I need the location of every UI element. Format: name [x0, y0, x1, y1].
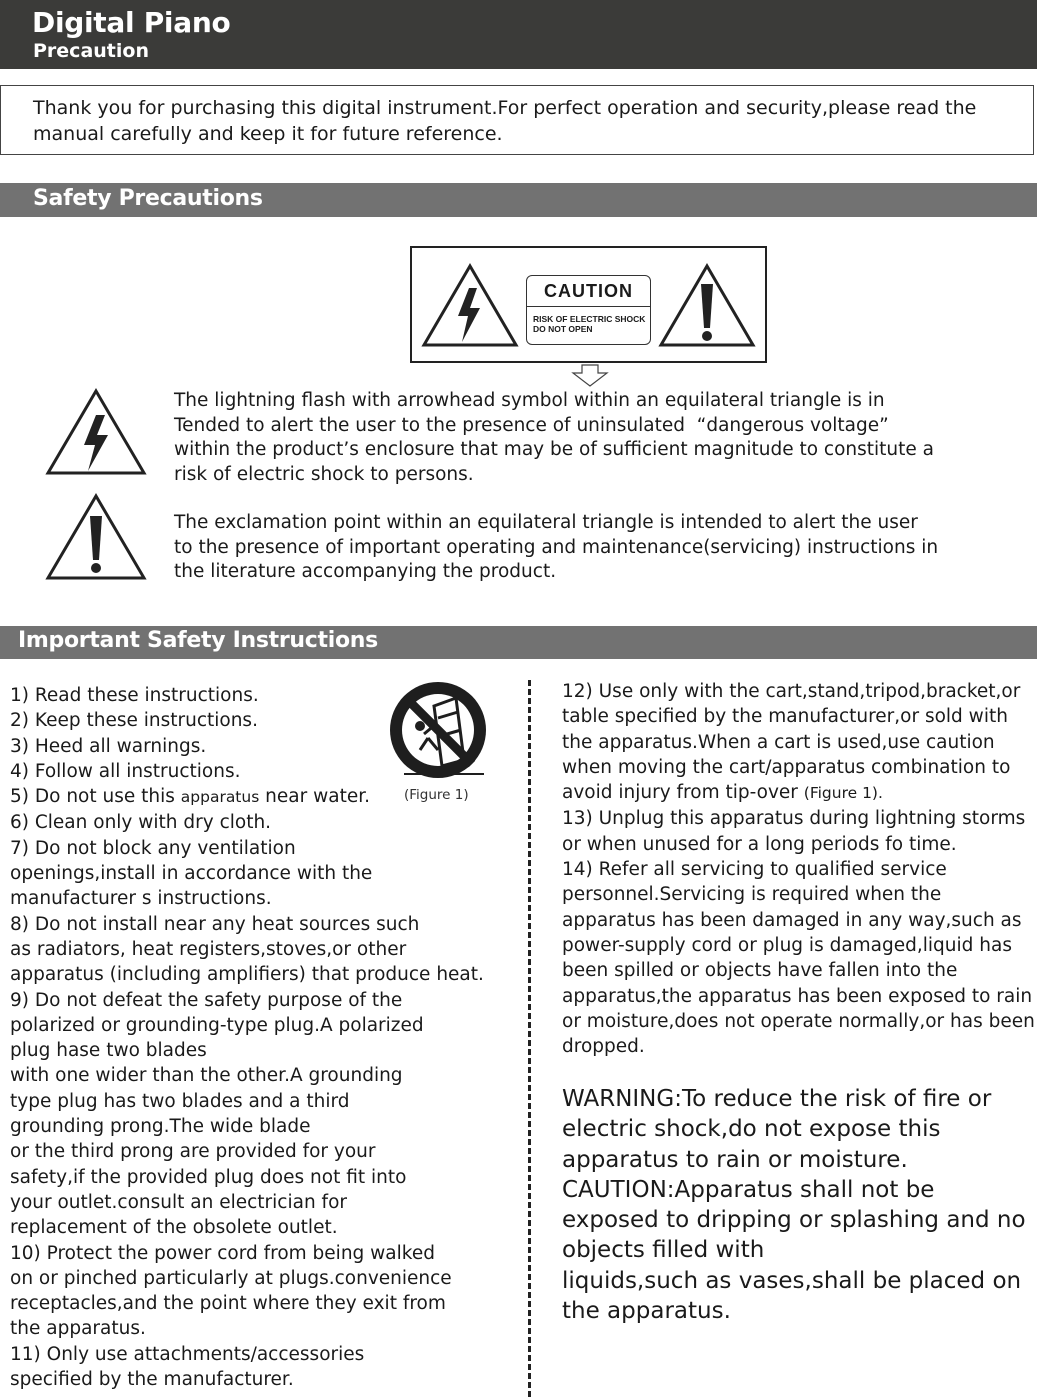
- caution-label-line2: DO NOT OPEN: [533, 324, 593, 334]
- page-title: Digital Piano: [32, 6, 231, 39]
- section-bar-important: [0, 626, 1037, 659]
- exclamation-description: The exclamation point within an equilateral triangle is intended to alert the user to the presence of important operating and maintenance(servicing) instructions in the literature accompanying the product.: [174, 512, 939, 582]
- page-header: [0, 0, 1037, 69]
- instructions-left-column: 1) Read these instructions. 2) Keep these instructions. 3) Heed all warnings. 4) Follow all instructions. 5) Do not use this apparatus near water. 6) Clean only with dry cloth. 7) Do not block any ventilation openings,install in accordance with the manufacturer s instructions. 8) Do not install near any heat sources such as radiators, heat registers,stoves,or other apparatus (including amplifiers) that produce heat. 9) Do not defeat the safety purpose of the polarized or grounding-type plug.A polarized plug hase two blades with one wider than the other.A grounding type plug has two blades and a third grounding prong.The wide blade or the third prong are provided for your safety,if the provided plug does not fit into your outlet.consult an electrician for replacement of the obsolete outlet. 10) Protect the power cord from being walked on or pinched particularly at plugs.convenience receptacles,and the point where they exit from the apparatus. 11) Only use attachments/accessories specified by the manufacturer.: [10, 685, 484, 1391]
- caution-label-title: CAUTION: [544, 281, 633, 301]
- figure-reference: (Figure 1).: [803, 784, 883, 803]
- section-bar-safety: [0, 183, 1037, 217]
- exclamation-triangle-icon: [657, 262, 757, 348]
- intro-box: [0, 85, 1034, 155]
- section-heading-safety: Safety Precautions: [33, 186, 263, 211]
- warning-block: WARNING:To reduce the risk of fire or electric shock,do not expose this apparatus to rain or moisture. CAUTION:Apparatus shall not be exposed to dripping or splashing and no objects filled with liquids,such as vases,shall be placed on the apparatus.: [562, 1086, 1026, 1325]
- intro-text: Thank you for purchasing this digital instrument.For perfect operation and security,please read the manual carefully and keep it for future reference.: [33, 97, 977, 145]
- figure-caption: (Figure 1): [404, 787, 469, 803]
- section-heading-important: Important Safety Instructions: [18, 628, 378, 653]
- caution-label: [526, 275, 651, 345]
- column-divider: [528, 680, 531, 1397]
- lightning-description: The lightning flash with arrowhead symbol within an equilateral triangle is in Tended to alert the user to the presence of uninsulated “dangerous voltage” within the product’s enclosure that may be of sufficient magnitude to constitute a risk of electric shock to persons.: [174, 390, 934, 485]
- lightning-symbol-icon: [44, 387, 148, 477]
- page-subtitle: Precaution: [33, 40, 149, 62]
- exclamation-symbol-icon: [44, 492, 148, 582]
- lightning-triangle-icon: [420, 262, 520, 348]
- caution-label-line1: RISK OF ELECTRIC SHOCK: [533, 314, 646, 324]
- instructions-right-column: 12) Use only with the cart,stand,tripod,bracket,or table specified by the manufacturer,or sold with the apparatus.When a cart is used,use caution when moving the cart/apparatus combination to avoid injury from tip-over (Figure 1). 13) Unplug this apparatus during lightning storms or when unused for a long periods fo time. 14) Refer all servicing to qualified service personnel.Servicing is required when the apparatus has been damaged in any way,such as power-supply cord or plug is damaged,liquid has been spilled or objects have fallen into the apparatus,the apparatus has been exposed to rain or moisture,does not operate normally,or has been dropped.: [562, 681, 1035, 1058]
- down-arrow-icon: [570, 364, 610, 388]
